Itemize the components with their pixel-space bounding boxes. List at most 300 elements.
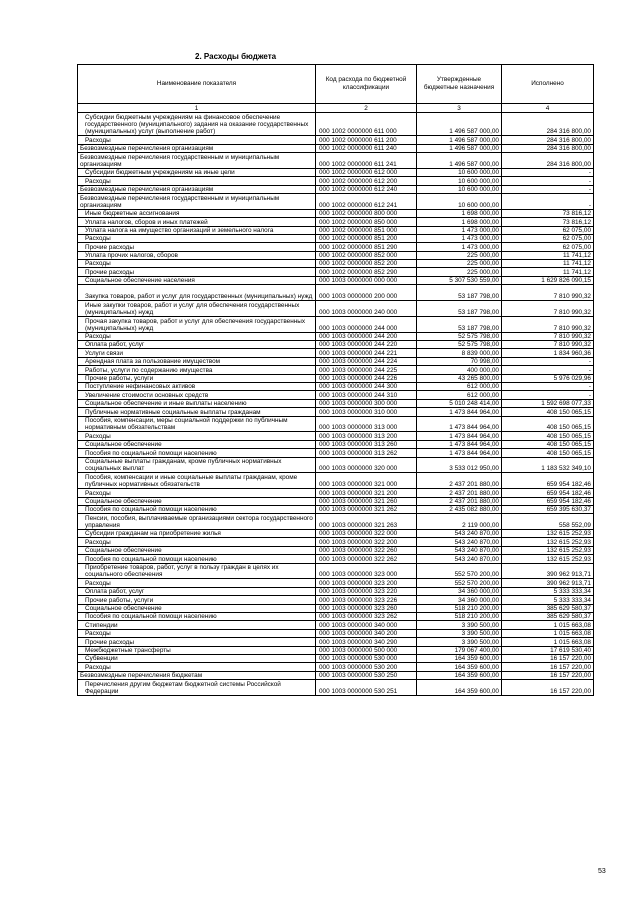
row-executed: 62 075,00	[502, 234, 594, 242]
table-row	[78, 546, 594, 554]
table-row	[78, 663, 594, 671]
row-executed: 11 741,12	[502, 251, 594, 259]
table-row	[78, 538, 594, 546]
row-name: Пенсии, пособия, выплачиваемые организациями сектора государственного управления	[78, 514, 316, 530]
table-row	[78, 432, 594, 440]
row-executed: 16 157 220,00	[502, 654, 594, 662]
row-approved: 2 437 201 880,00	[417, 489, 502, 497]
row-executed: 7 810 990,32	[502, 341, 594, 349]
row-executed: 659 954 182,46	[502, 489, 594, 497]
row-code: 000 1003 0000000 313 260	[316, 440, 417, 448]
row-approved: 1 496 587 000,00	[417, 152, 502, 168]
row-approved: 164 359 600,00	[417, 671, 502, 679]
row-approved: 552 570 200,00	[417, 579, 502, 587]
row-name: Расходы	[78, 663, 316, 671]
row-approved: 70 998,00	[417, 357, 502, 365]
row-executed: 132 615 252,93	[502, 546, 594, 554]
table-row	[78, 440, 594, 448]
table-row	[78, 374, 594, 382]
row-executed: 1 015 663,08	[502, 638, 594, 646]
row-code: 000 1003 0000000 244 224	[316, 357, 417, 365]
row-approved: 1 473 000,00	[417, 226, 502, 234]
row-code: 000 1003 0000000 340 000	[316, 621, 417, 629]
row-approved: 225 000,00	[417, 268, 502, 276]
row-name: Безвозмездные перечисления организациям	[78, 185, 316, 193]
column-number: 1	[78, 104, 316, 113]
row-approved: 225 000,00	[417, 251, 502, 259]
row-executed: 1 015 663,08	[502, 629, 594, 637]
row-code: 000 1002 0000000 851 000	[316, 226, 417, 234]
row-name: Уплата налога на имущество организаций и земельного налога	[78, 226, 316, 234]
row-name: Расходы	[78, 177, 316, 185]
row-executed: 408 150 065,15	[502, 408, 594, 416]
table-row	[78, 341, 594, 349]
row-name: Расходы	[78, 432, 316, 440]
row-name: Прочие расходы	[78, 243, 316, 251]
row-approved: 3 390 500,00	[417, 638, 502, 646]
row-executed: 73 816,12	[502, 218, 594, 226]
table-row	[78, 366, 594, 374]
row-approved: 1 473 844 964,00	[417, 440, 502, 448]
row-executed: 408 150 065,15	[502, 440, 594, 448]
row-executed: 659 395 630,37	[502, 505, 594, 513]
row-code: 000 1002 0000000 612 240	[316, 185, 417, 193]
row-code: 000 1002 0000000 612 000	[316, 168, 417, 176]
row-executed: 7 810 990,32	[502, 285, 594, 301]
row-executed: 284 316 800,00	[502, 144, 594, 152]
row-code: 000 1002 0000000 852 290	[316, 268, 417, 276]
row-executed: 5 333 333,34	[502, 596, 594, 604]
row-name: Приобретение товаров, работ, услуг в пользу граждан в целях их социального обеспечения	[78, 563, 316, 579]
table-row	[78, 251, 594, 259]
row-approved: 164 359 600,00	[417, 680, 502, 696]
row-approved: 543 240 870,00	[417, 538, 502, 546]
table-row	[78, 473, 594, 489]
row-name: Расходы	[78, 579, 316, 587]
row-code: 000 1003 0000000 500 000	[316, 646, 417, 654]
row-name: Социальное обеспечение	[78, 546, 316, 554]
row-executed: 11 741,12	[502, 268, 594, 276]
row-code: 000 1003 0000000 310 000	[316, 408, 417, 416]
row-name: Прочая закупка товаров, работ и услуг для обеспечения государственных (муниципальных) нужд	[78, 316, 316, 332]
row-name: Пособия по социальной помощи населению	[78, 555, 316, 563]
row-executed: -	[502, 357, 594, 365]
row-executed: 1 629 826 090,15	[502, 276, 594, 284]
row-name: Перечисления другим бюджетам бюджетной системы Российской Федерации	[78, 680, 316, 696]
row-approved: 1 473 844 964,00	[417, 432, 502, 440]
row-code: 000 1003 0000000 321 000	[316, 473, 417, 489]
row-approved: 2 437 201 880,00	[417, 497, 502, 505]
row-code: 000 1003 0000000 244 220	[316, 341, 417, 349]
row-code: 000 1003 0000000 530 251	[316, 680, 417, 696]
row-code: 000 1003 0000000 244 000	[316, 316, 417, 332]
row-executed: 62 075,00	[502, 226, 594, 234]
row-code: 000 1003 0000000 323 260	[316, 604, 417, 612]
row-name: Социальное обеспечение и иные выплаты населению	[78, 399, 316, 407]
row-code: 000 1003 0000000 200 000	[316, 285, 417, 301]
row-code: 000 1003 0000000 323 220	[316, 587, 417, 595]
row-name: Безвозмездные перечисления государственным и муниципальным организациям	[78, 193, 316, 209]
table-row	[78, 587, 594, 595]
column-number: 3	[417, 104, 502, 113]
row-name: Прочие работы, услуги	[78, 596, 316, 604]
row-approved: 10 600 000,00	[417, 168, 502, 176]
table-row	[78, 596, 594, 604]
table-row	[78, 555, 594, 563]
row-executed: 284 316 800,00	[502, 113, 594, 136]
row-approved: 164 359 600,00	[417, 663, 502, 671]
row-executed: 132 615 252,93	[502, 538, 594, 546]
row-code: 000 1003 0000000 340 200	[316, 629, 417, 637]
row-executed: 284 316 800,00	[502, 136, 594, 144]
row-approved: 3 533 012 950,00	[417, 457, 502, 473]
table-row	[78, 391, 594, 399]
table-row	[78, 449, 594, 457]
table-body	[78, 113, 594, 696]
table-row	[78, 680, 594, 696]
row-name: Поступление нефинансовых активов	[78, 382, 316, 390]
row-code: 000 1003 0000000 340 290	[316, 638, 417, 646]
row-name: Расходы	[78, 260, 316, 268]
row-code: 000 1002 0000000 612 200	[316, 177, 417, 185]
row-executed: 385 629 580,37	[502, 613, 594, 621]
row-approved: 1 473 844 964,00	[417, 408, 502, 416]
row-approved: 34 360 000,00	[417, 587, 502, 595]
row-code: 000 1002 0000000 800 000	[316, 209, 417, 217]
row-code: 000 1002 0000000 850 000	[316, 218, 417, 226]
row-name: Безвозмездные перечисления государственным и муниципальным организациям	[78, 152, 316, 168]
row-code: 000 1002 0000000 611 200	[316, 136, 417, 144]
header-approved: Утвержденные бюджетные назначения	[417, 65, 502, 104]
row-name: Расходы	[78, 629, 316, 637]
row-executed: -	[502, 177, 594, 185]
row-approved: 5 010 248 414,00	[417, 399, 502, 407]
table-row	[78, 234, 594, 242]
row-name: Социальное обеспечение	[78, 604, 316, 612]
row-name: Арендная плата за пользование имуществом	[78, 357, 316, 365]
row-executed: -	[502, 193, 594, 209]
row-name: Стипендии	[78, 621, 316, 629]
row-approved: 1 473 000,00	[417, 234, 502, 242]
table-row	[78, 514, 594, 530]
table-row	[78, 243, 594, 251]
row-name: Межбюджетные трансферты	[78, 646, 316, 654]
table-row	[78, 654, 594, 662]
row-approved: 1 698 000,00	[417, 218, 502, 226]
table-row	[78, 579, 594, 587]
row-executed: 659 954 182,46	[502, 497, 594, 505]
table-row	[78, 226, 594, 234]
row-name: Пособия по социальной помощи населению	[78, 505, 316, 513]
row-name: Оплата работ, услуг	[78, 341, 316, 349]
row-executed: 1 183 532 349,10	[502, 457, 594, 473]
row-approved: 518 210 200,00	[417, 604, 502, 612]
table-row	[78, 168, 594, 176]
row-name: Социальное обеспечение населения	[78, 276, 316, 284]
row-code: 000 1003 0000000 244 200	[316, 332, 417, 340]
row-approved: 1 473 000,00	[417, 243, 502, 251]
row-executed: 7 810 990,32	[502, 332, 594, 340]
row-name: Субсидии гражданам на приобретение жилья	[78, 530, 316, 538]
row-executed: -	[502, 168, 594, 176]
row-executed: 5 976 029,96	[502, 374, 594, 382]
row-executed: 132 615 252,93	[502, 530, 594, 538]
table-row	[78, 563, 594, 579]
row-executed: -	[502, 185, 594, 193]
row-name: Увеличение стоимости основных средств	[78, 391, 316, 399]
row-executed: 16 157 220,00	[502, 663, 594, 671]
table-row	[78, 671, 594, 679]
row-executed: 390 962 913,71	[502, 563, 594, 579]
table-row	[78, 357, 594, 365]
row-approved: 518 210 200,00	[417, 613, 502, 621]
table-row	[78, 489, 594, 497]
row-name: Закупка товаров, работ и услуг для государственных (муниципальных) нужд	[78, 285, 316, 301]
row-name: Субсидии бюджетным учреждениям на финансовое обеспечение государственного (муниципального) задания на оказание государственных (муниципальных) услуг (выполнение работ)	[78, 113, 316, 136]
row-code: 000 1003 0000000 320 000	[316, 457, 417, 473]
row-name: Работы, услуги по содержанию имущества	[78, 366, 316, 374]
row-approved: 52 575 798,00	[417, 341, 502, 349]
table-row	[78, 113, 594, 136]
row-name: Пособия по социальной помощи населению	[78, 449, 316, 457]
table-row	[78, 332, 594, 340]
row-approved: 1 496 587 000,00	[417, 144, 502, 152]
row-executed: 408 150 065,15	[502, 432, 594, 440]
row-approved: 3 390 500,00	[417, 629, 502, 637]
row-name: Расходы	[78, 234, 316, 242]
row-code: 000 1003 0000000 244 310	[316, 391, 417, 399]
table-row	[78, 621, 594, 629]
row-code: 000 1003 0000000 321 260	[316, 497, 417, 505]
row-executed: 17 619 530,40	[502, 646, 594, 654]
row-name: Уплата прочих налогов, сборов	[78, 251, 316, 259]
row-code: 000 1003 0000000 313 262	[316, 449, 417, 457]
table-row	[78, 382, 594, 390]
row-approved: 8 839 000,00	[417, 349, 502, 357]
table-row	[78, 177, 594, 185]
table-row	[78, 638, 594, 646]
row-code: 000 1003 0000000 321 200	[316, 489, 417, 497]
table-row	[78, 218, 594, 226]
row-approved: 10 600 000,00	[417, 185, 502, 193]
row-code: 000 1003 0000000 313 000	[316, 416, 417, 432]
row-code: 000 1003 0000000 244 226	[316, 374, 417, 382]
header-executed: Исполнено	[502, 65, 594, 104]
header-code: Код расхода по бюджетной классификации	[316, 65, 417, 104]
table-row	[78, 408, 594, 416]
row-name: Расходы	[78, 136, 316, 144]
table-row	[78, 301, 594, 317]
row-approved: 10 600 000,00	[417, 193, 502, 209]
column-number: 2	[316, 104, 417, 113]
row-name: Расходы	[78, 489, 316, 497]
table-row	[78, 505, 594, 513]
table-row	[78, 193, 594, 209]
row-name: Социальное обеспечение	[78, 497, 316, 505]
row-name: Социальное обеспечение	[78, 440, 316, 448]
row-code: 000 1002 0000000 852 000	[316, 251, 417, 259]
row-approved: 612 000,00	[417, 382, 502, 390]
row-code: 000 1003 0000000 323 000	[316, 563, 417, 579]
table-row	[78, 497, 594, 505]
row-code: 000 1002 0000000 852 200	[316, 260, 417, 268]
row-name: Расходы	[78, 332, 316, 340]
row-approved: 53 187 798,00	[417, 301, 502, 317]
row-name: Пособия, компенсации и иные социальные выплаты гражданам, кроме публичных нормативных обязательств	[78, 473, 316, 489]
row-code: 000 1003 0000000 240 000	[316, 301, 417, 317]
row-name: Субвенции	[78, 654, 316, 662]
row-approved: 1 698 000,00	[417, 209, 502, 217]
row-executed: 408 150 065,15	[502, 449, 594, 457]
row-code: 000 1003 0000000 244 300	[316, 382, 417, 390]
row-name: Расходы	[78, 538, 316, 546]
table-row	[78, 209, 594, 217]
row-code: 000 1002 0000000 612 241	[316, 193, 417, 209]
row-name: Уплата налогов, сборов и иных платежей	[78, 218, 316, 226]
row-executed: 659 954 182,46	[502, 473, 594, 489]
budget-expenses-table	[77, 64, 594, 696]
row-code: 000 1003 0000000 323 226	[316, 596, 417, 604]
row-executed: 73 816,12	[502, 209, 594, 217]
row-approved: 1 473 844 964,00	[417, 416, 502, 432]
row-name: Оплата работ, услуг	[78, 587, 316, 595]
row-executed: 1 834 960,36	[502, 349, 594, 357]
table-row	[78, 285, 594, 301]
row-name: Субсидии бюджетным учреждениям на иные цели	[78, 168, 316, 176]
row-name: Прочие расходы	[78, 638, 316, 646]
row-executed: 16 157 220,00	[502, 680, 594, 696]
row-code: 000 1003 0000000 530 250	[316, 671, 417, 679]
table-row	[78, 276, 594, 284]
row-approved: 43 265 800,00	[417, 374, 502, 382]
row-code: 000 1003 0000000 313 200	[316, 432, 417, 440]
table-row	[78, 152, 594, 168]
row-name: Безвозмездные перечисления бюджетам	[78, 671, 316, 679]
row-executed: -	[502, 391, 594, 399]
row-code: 000 1003 0000000 322 200	[316, 538, 417, 546]
row-executed: -	[502, 366, 594, 374]
row-approved: 164 359 600,00	[417, 654, 502, 662]
row-name: Социальные выплаты гражданам, кроме публичных нормативных социальных выплат	[78, 457, 316, 473]
row-name: Пособия по социальной помощи населению	[78, 613, 316, 621]
row-executed: 385 629 580,37	[502, 604, 594, 612]
row-name: Публичные нормативные социальные выплаты гражданам	[78, 408, 316, 416]
row-executed: 284 316 800,00	[502, 152, 594, 168]
row-approved: 225 000,00	[417, 260, 502, 268]
table-row	[78, 136, 594, 144]
table-row	[78, 349, 594, 357]
table-row	[78, 457, 594, 473]
row-approved: 612 000,00	[417, 391, 502, 399]
table-row	[78, 646, 594, 654]
row-code: 000 1003 0000000 530 000	[316, 654, 417, 662]
row-approved: 34 360 000,00	[417, 596, 502, 604]
row-code: 000 1003 0000000 244 221	[316, 349, 417, 357]
column-number: 4	[502, 104, 594, 113]
row-executed: 11 741,12	[502, 260, 594, 268]
table-row	[78, 260, 594, 268]
row-code: 000 1002 0000000 611 241	[316, 152, 417, 168]
row-code: 000 1002 0000000 611 000	[316, 113, 417, 136]
row-executed: 62 075,00	[502, 243, 594, 251]
row-name: Иные бюджетные ассигнования	[78, 209, 316, 217]
row-code: 000 1003 0000000 530 200	[316, 663, 417, 671]
row-name: Иные закупки товаров, работ и услуг для обеспечения государственных (муниципальных) нужд	[78, 301, 316, 317]
row-executed: 5 333 333,34	[502, 587, 594, 595]
table-row	[78, 416, 594, 432]
row-approved: 179 067 400,00	[417, 646, 502, 654]
row-approved: 2 437 201 880,00	[417, 473, 502, 489]
table-row	[78, 144, 594, 152]
row-executed: 390 962 913,71	[502, 579, 594, 587]
row-name: Пособия, компенсации, меры социальной поддержки по публичным нормативным обязательствам	[78, 416, 316, 432]
row-approved: 552 570 200,00	[417, 563, 502, 579]
row-approved: 10 600 000,00	[417, 177, 502, 185]
row-executed: 16 157 220,00	[502, 671, 594, 679]
row-executed: 1 592 698 077,33	[502, 399, 594, 407]
table-row	[78, 268, 594, 276]
row-executed: 7 810 990,32	[502, 316, 594, 332]
row-approved: 2 119 000,00	[417, 514, 502, 530]
row-code: 000 1003 0000000 323 200	[316, 579, 417, 587]
row-executed: 408 150 065,15	[502, 416, 594, 432]
row-executed: 132 615 252,93	[502, 555, 594, 563]
row-code: 000 1003 0000000 300 000	[316, 399, 417, 407]
row-name: Прочие расходы	[78, 268, 316, 276]
row-executed: 7 810 990,32	[502, 301, 594, 317]
row-code: 000 1003 0000000 322 260	[316, 546, 417, 554]
row-code: 000 1002 0000000 611 240	[316, 144, 417, 152]
row-code: 000 1003 0000000 000 000	[316, 276, 417, 284]
table-row	[78, 530, 594, 538]
row-approved: 400 000,00	[417, 366, 502, 374]
table-row	[78, 604, 594, 612]
row-approved: 1 496 587 000,00	[417, 113, 502, 136]
row-name: Прочие работы, услуги	[78, 374, 316, 382]
row-approved: 5 307 530 559,00	[417, 276, 502, 284]
row-executed: 558 552,09	[502, 514, 594, 530]
table-row	[78, 399, 594, 407]
row-approved: 2 435 082 880,00	[417, 505, 502, 513]
row-approved: 543 240 870,00	[417, 530, 502, 538]
row-code: 000 1003 0000000 322 000	[316, 530, 417, 538]
row-name: Услуги связи	[78, 349, 316, 357]
row-code: 000 1003 0000000 323 262	[316, 613, 417, 621]
row-approved: 52 575 798,00	[417, 332, 502, 340]
section-title: 2. Расходы бюджета	[195, 52, 277, 61]
row-approved: 543 240 870,00	[417, 546, 502, 554]
row-approved: 53 187 798,00	[417, 285, 502, 301]
row-approved: 53 187 798,00	[417, 316, 502, 332]
table-row	[78, 629, 594, 637]
row-approved: 543 240 870,00	[417, 555, 502, 563]
table-row	[78, 185, 594, 193]
row-code: 000 1003 0000000 321 262	[316, 505, 417, 513]
row-code: 000 1003 0000000 244 225	[316, 366, 417, 374]
row-code: 000 1002 0000000 851 290	[316, 243, 417, 251]
row-executed: 1 015 663,08	[502, 621, 594, 629]
row-name: Безвозмездные перечисления организациям	[78, 144, 316, 152]
table-row	[78, 316, 594, 332]
row-approved: 3 390 500,00	[417, 621, 502, 629]
page-number: 53	[598, 868, 606, 875]
row-approved: 1 496 587 000,00	[417, 136, 502, 144]
row-code: 000 1003 0000000 321 263	[316, 514, 417, 530]
row-approved: 1 473 844 964,00	[417, 449, 502, 457]
table-row	[78, 613, 594, 621]
header-name: Наименование показателя	[78, 65, 316, 104]
row-code: 000 1002 0000000 851 200	[316, 234, 417, 242]
